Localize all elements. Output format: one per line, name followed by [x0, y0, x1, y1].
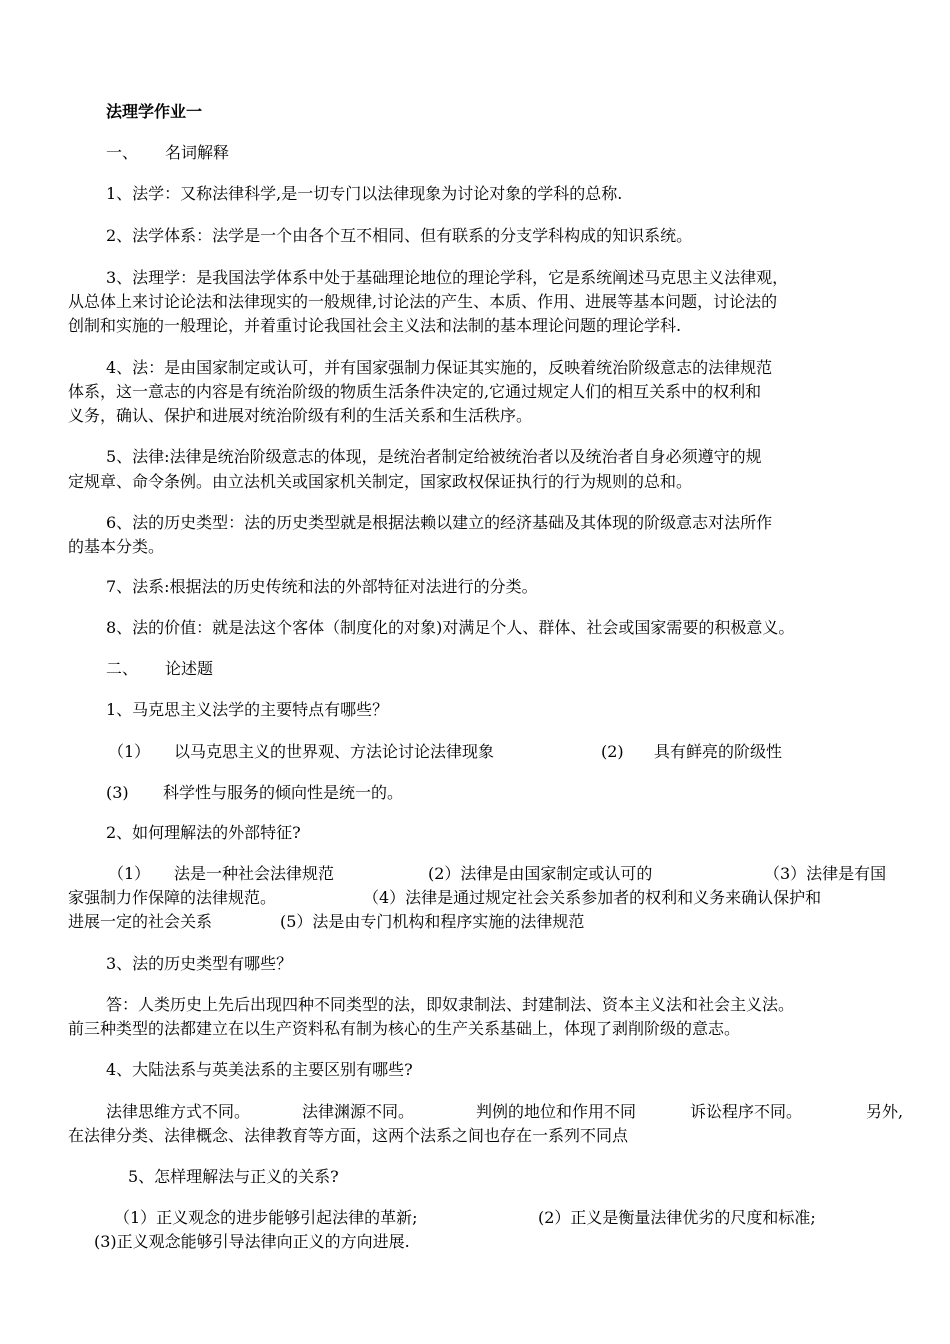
- q2-answer-5: (5）法是由专门机构和程序实施的法律规范: [280, 912, 585, 931]
- q1-answer-1-text: 以马克思主义的世界观、方法论讨论法律现象: [174, 742, 495, 761]
- term-4-line-1: 4、法：是由国家制定或认可，并有国家强制力保证其实施的，反映着统治阶级意志的法律规范: [106, 358, 773, 377]
- question-2: 2、如何理解法的外部特征?: [106, 823, 301, 842]
- term-8-value-of-law: 8、法的价值：就是法这个客体（制度化的对象)对满足个人、群体、社会或国家需要的积极意义。: [106, 618, 795, 637]
- document-title: 法理学作业一: [106, 102, 203, 121]
- term-6-line-1: 6、法的历史类型：法的历史类型就是根据法赖以建立的经济基础及其体现的阶级意志对法所作: [106, 513, 773, 532]
- term-6-line-2: 的基本分类。: [68, 537, 165, 556]
- question-5: 5、怎样理解法与正义的关系?: [128, 1167, 339, 1186]
- q2-answer-3-part-2: 家强制力作保障的法律规范。: [68, 888, 277, 907]
- q1-answer-2-text: 具有鲜亮的阶级性: [654, 742, 783, 761]
- question-1: 1、马克思主义法学的主要特点有哪些？: [106, 700, 389, 719]
- q3-answer-line-1: 答：人类历史上先后出现四种不同类型的法，即奴隶制法、封建制法、资本主义法和社会主义法。: [106, 995, 795, 1014]
- term-7-legal-family: 7、法系:根据法的历史传统和法的外部特征对法进行的分类。: [106, 577, 538, 596]
- q5-answer-1: （1）正义观念的进步能够引起法律的革新;: [114, 1208, 418, 1227]
- q4-point-5: 另外,: [866, 1102, 904, 1121]
- term-3-line-1: 3、法理学：是我国法学体系中处于基础理论地位的理论学科，它是系统阐述马克思主义法律观，: [106, 268, 789, 287]
- q5-answer-3: (3)正义观念能够引导法律向正义的方向进展.: [94, 1232, 410, 1251]
- q5-answer-2: (2）正义是衡量法律优劣的尺度和标准;: [538, 1208, 816, 1227]
- section-2-number: 二、: [106, 659, 139, 678]
- term-3-line-3: 创制和实施的一般理论，并着重讨论我国社会主义法和法制的基本理论问题的理论学科.: [68, 316, 682, 335]
- q4-point-3: 判例的地位和作用不同: [476, 1102, 637, 1121]
- q2-answer-1-number: （1）: [108, 864, 151, 883]
- q4-point-6: 在法律分类、法律概念、法律教育等方面，这两个法系之间也存在一系列不同点: [68, 1126, 629, 1145]
- q2-answer-3-part-1: （3）法律是有国: [764, 864, 887, 883]
- question-4: 4、大陆法系与英美法系的主要区别有哪些?: [106, 1060, 413, 1079]
- q2-answer-4-part-2: 进展一定的社会关系: [68, 912, 213, 931]
- term-3-line-2: 从总体上来讨论论法和法律现实的一般规律,讨论法的产生、本质、作用、进展等基本问题，讨论法的: [68, 292, 778, 311]
- q4-point-2: 法律渊源不同。: [302, 1102, 415, 1121]
- term-4-line-3: 义务，确认、保护和进展对统治阶级有利的生活关系和生活秩序。: [68, 406, 533, 425]
- q4-point-1: 法律思维方式不同。: [106, 1102, 251, 1121]
- q3-answer-line-2: 前三种类型的法都建立在以生产资料私有制为核心的生产关系基础上，体现了剥削阶级的意志。: [68, 1019, 741, 1038]
- term-5-line-1: 5、法律:法律是统治阶级意志的体现，是统治者制定给被统治者以及统治者自身必须遵守的规: [106, 447, 762, 466]
- section-1-heading: 名词解释: [165, 143, 230, 162]
- q2-answer-4-part-1: （4）法律是通过规定社会关系参加者的权利和义务来确认保护和: [363, 888, 822, 907]
- term-1-law-science: 1、法学：又称法律科学,是一切专门以法律现象为讨论对象的学科的总称.: [106, 184, 623, 203]
- q1-answer-3-number: (3): [106, 783, 129, 802]
- q2-answer-1-text: 法是一种社会法律规范: [174, 864, 335, 883]
- q1-answer-2-number: (2): [601, 742, 624, 761]
- term-2-law-system: 2、法学体系：法学是一个由各个互不相同、但有联系的分支学科构成的知识系统。: [106, 226, 693, 245]
- term-4-line-2: 体系，这一意志的内容是有统治阶级的物质生活条件决定的,它通过规定人们的相互关系中的权利和: [68, 382, 762, 401]
- section-2-heading: 论述题: [165, 659, 214, 678]
- term-5-line-2: 定规章、命令条例。由立法机关或国家机关制定，国家政权保证执行的行为规则的总和。: [68, 472, 693, 491]
- q1-answer-3-text: 科学性与服务的倾向性是统一的。: [163, 783, 404, 802]
- q2-answer-2: (2）法律是由国家制定或认可的: [428, 864, 653, 883]
- q4-point-4: 诉讼程序不同。: [690, 1102, 803, 1121]
- section-1-number: 一、: [106, 143, 139, 162]
- question-3: 3、法的历史类型有哪些？: [106, 954, 293, 973]
- q1-answer-1-number: （1）: [108, 742, 151, 761]
